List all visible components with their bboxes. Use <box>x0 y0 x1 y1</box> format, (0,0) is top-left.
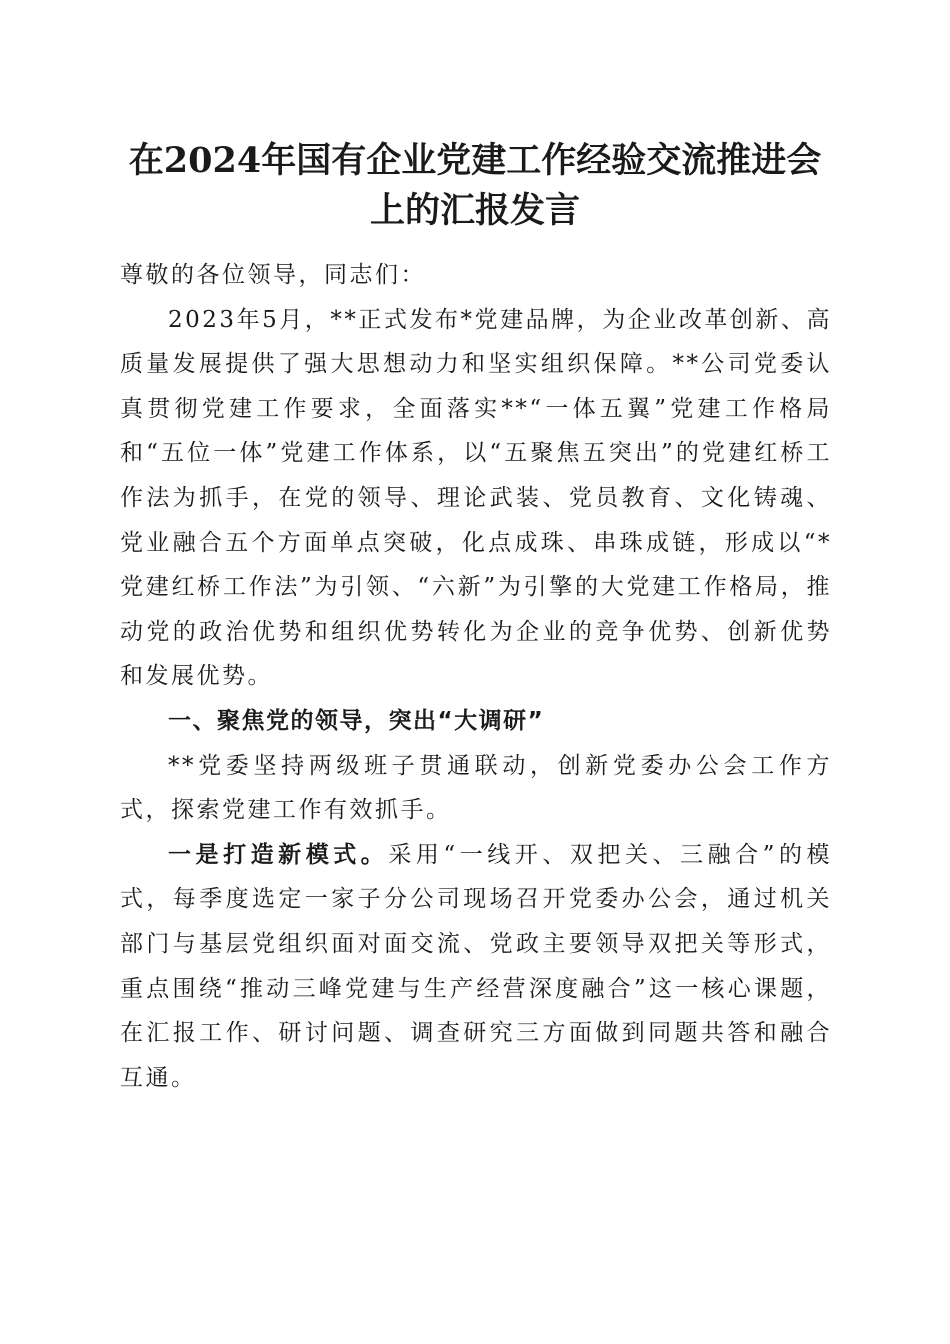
section-heading-1: 一、聚焦党的领导，突出“大调研” <box>168 707 545 734</box>
intro-paragraph: 2023年5月，**正式发布*党建品牌，为企业改革创新、高质量发展提供了强大思想动力和坚实组织保障。**公司党委认真贯彻党建工作要求，全面落实**“一体五翼”党建工作格局和“五位一体”党建工作体系，以“五聚焦五突出”的党建红桥工作法为抓手，在党的领导、理论武装、党员教育、文化铸魂、党业融合五个方面单点突破，化点成珠、串珠成链，形成以“*党建红桥工作法”为引领、“六新”为引擎的大党建工作格局，推动党的政治优势和组织优势转化为企业的竞争优势、创新优势和发展优势。 <box>120 306 832 690</box>
point-1-runin: 一是打造新模式。 <box>168 841 389 868</box>
document-body <box>120 253 832 1100</box>
document-title <box>100 136 850 236</box>
section-1-paragraph: **党委坚持两级班子贯通联动，创新党委办公会工作方式，探索党建工作有效抓手。 <box>120 752 832 824</box>
title-line-1: 在2024年国有企业党建工作经验交流推进会 <box>128 140 822 181</box>
point-1-paragraph <box>120 833 832 1101</box>
point-1-text: 采用“一线开、双把关、三融合”的模式，每季度选定一家子分公司现场召开党委办公会，通过机关部门与基层党组织面对面交流、党政主要领导双把关等形式，重点围绕“推动三峰党建与生产经营深度融合”这一核心课题，在汇报工作、研讨问题、调查研究三方面做到同题共答和融合互通。 <box>120 841 832 1091</box>
salutation: 尊敬的各位领导，同志们： <box>120 262 426 288</box>
title-line-2: 上的汇报发言 <box>369 190 580 231</box>
